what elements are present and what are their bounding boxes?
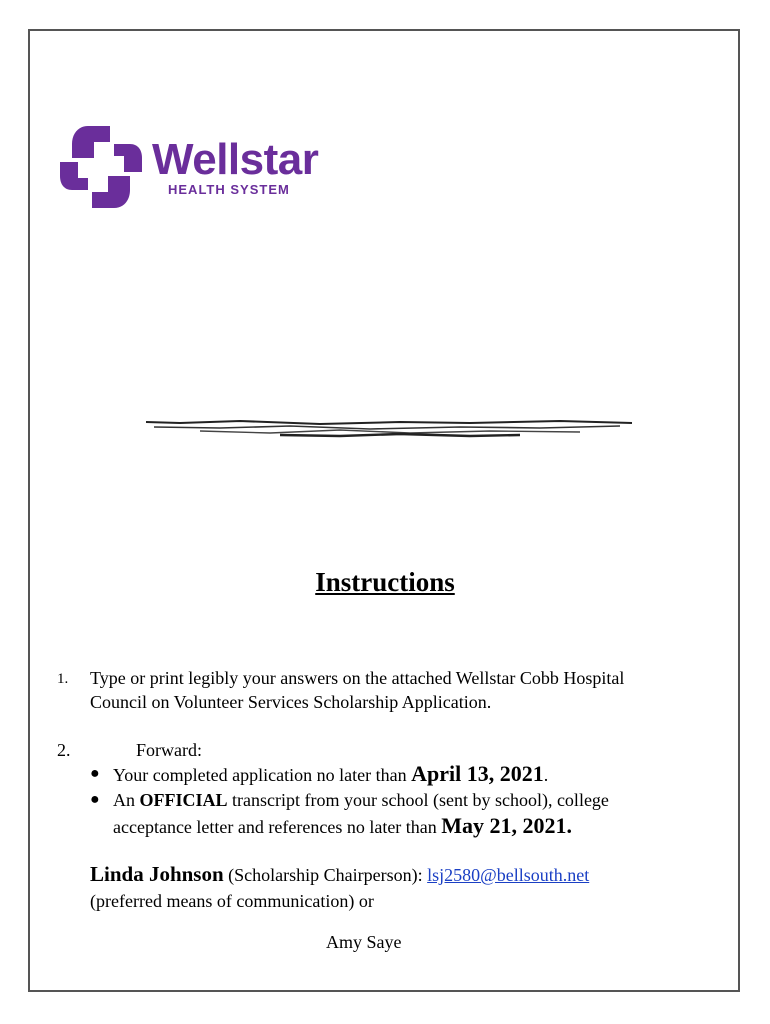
contact-line	[90, 862, 589, 887]
wellstar-cross-icon	[58, 122, 144, 212]
forward-label: Forward:	[136, 740, 202, 760]
bullet2-date: May 21, 2021.	[441, 813, 573, 838]
contact-name: Linda Johnson	[90, 862, 224, 886]
bullet1-end: .	[543, 765, 549, 785]
item1-line2: Council on Volunteer Services Scholarship Application.	[90, 692, 492, 712]
contact-email-link[interactable]: lsj2580@bellsouth.net	[427, 865, 590, 885]
bullet1-label: Your completed application no later than	[113, 765, 412, 785]
bullet1-text	[113, 762, 548, 787]
page-title: Instructions	[315, 567, 455, 597]
brand-name: Wellstar	[152, 135, 319, 184]
item1-line1: Type or print legibly your answers on the attached Wellstar Cobb Hospital	[90, 668, 625, 688]
contact-role: (Scholarship Chairperson):	[223, 865, 428, 885]
wellstar-logo	[58, 122, 358, 218]
alt-contact-name: Amy Saye	[326, 932, 402, 952]
bullet2-pre: An	[113, 790, 140, 810]
bullet2-line2	[113, 814, 572, 839]
item-number-1: 1.	[57, 671, 69, 687]
bullet-dot-2: ●	[90, 791, 100, 808]
item-number-2: 2.	[57, 740, 71, 760]
bullet2-official: OFFICIAL	[139, 790, 228, 810]
contact-note: (preferred means of communication) or	[90, 891, 374, 911]
bullet2-line1	[113, 788, 609, 812]
bullet2-rest: transcript from your school (sent by school), college	[227, 790, 609, 810]
brand-subtitle: HEALTH SYSTEM	[168, 182, 290, 197]
bullet2-line2-text: acceptance letter and references no later than	[113, 817, 442, 837]
redacted-scribble	[140, 412, 640, 442]
bullet-dot-1: ●	[90, 765, 100, 782]
bullet1-date: April 13, 2021	[411, 761, 544, 786]
